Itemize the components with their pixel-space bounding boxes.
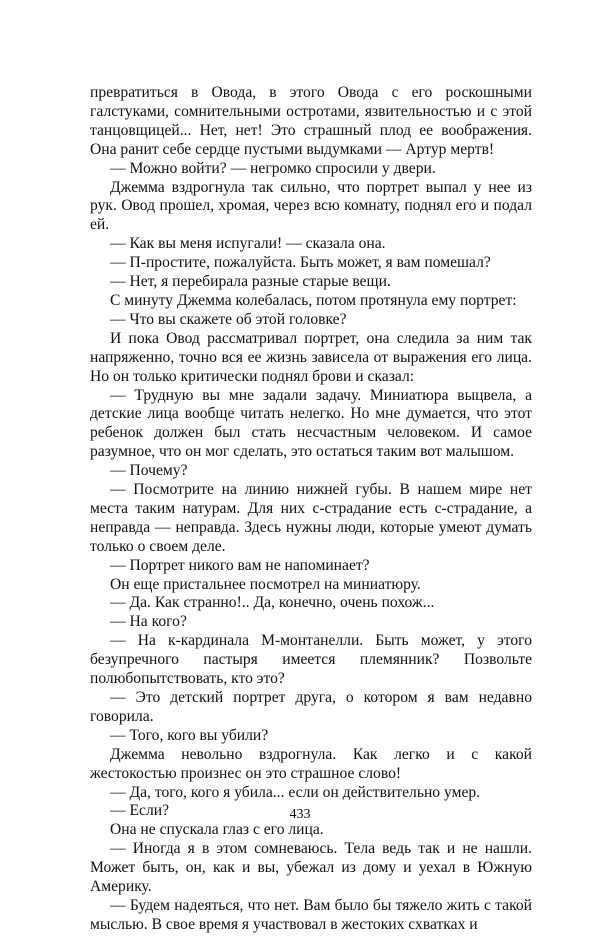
paragraph: — Иногда я в этом сомневаюсь. Тела ведь так и не нашли. Может быть, он, как и вы, убежал из дому и уехал в Южную Америку. bbox=[90, 840, 532, 896]
paragraph: — Портрет никого вам не напоминает? bbox=[110, 556, 370, 574]
paragraph: — Нет, я перебирала разные старые вещи. bbox=[110, 273, 391, 291]
paragraph: превратиться в Овода, в этого Овода с его роскошными галстуками, сомнительными остротами, язвительностью и с этой танцовщицей... Нет, нет! Это страшный плод ее воображения. Она ранит себе сердце пустыми выдумками — Артур мертв! bbox=[90, 84, 532, 158]
paragraph: — Того, кого вы убили? bbox=[110, 726, 269, 744]
paragraph: — На кого? bbox=[110, 613, 187, 631]
paragraph: — Будем надеяться, что нет. Вам было бы тяжело жить с такой мыслью. В свое время я участвовал в жестоких схватках и bbox=[90, 896, 532, 933]
paragraph: С минуту Джемма колебалась, потом протянула ему портрет: bbox=[110, 291, 517, 309]
paragraph: — Если? bbox=[110, 802, 169, 820]
paragraph: — Да, того, кого я убила... если он действительно умер. bbox=[110, 783, 481, 801]
paragraph: — Посмотрите на линию нижней губы. В нашем мире нет места таким натурам. Для них с-страдание есть с-страдание, а неправда — неправда. Здесь нужны люди, которые умеют думать только о своем деле. bbox=[90, 481, 532, 555]
paragraph: — Почему? bbox=[110, 462, 188, 480]
paragraph: — На к-кардинала М-монтанелли. Быть может, у этого безупречного пастыря имеется племянник? Позвольте полюбопытствовать, кто это? bbox=[90, 632, 532, 688]
paragraph: — Это детский портрет друга, о котором я вам недавно говорила. bbox=[90, 689, 532, 725]
paragraph: — Что вы скажете об этой головке? bbox=[110, 310, 347, 328]
paragraph: — Трудную вы мне задали задачу. Миниатюра выцвела, а детские лица вообще читать нелегко. Но мне думается, что этот ребенок должен был стать несчастным человеком. И самое разумное, что он мог сделать, это остаться таким вот малышом. bbox=[90, 386, 532, 461]
paragraph: — П-простите, пожалуйста. Быть может, я вам помешал? bbox=[110, 254, 491, 272]
paragraph: Она не спускала глаз с его лица. bbox=[110, 821, 324, 839]
paragraph: Он еще пристальнее посмотрел на миниатюру. bbox=[110, 575, 421, 593]
paragraph: Джемма вздрогнула так сильно, что портрет выпал у нее из рук. Овод прошел, хромая, через всю комнату, поднял его и подал ей. bbox=[90, 178, 532, 234]
paragraph: Джемма невольно вздрогнула. Как легко и с какой жестокостью произнес он это страшное слово! bbox=[90, 745, 532, 782]
paragraph: — Как вы меня испугали! — сказала она. bbox=[110, 235, 386, 253]
paragraph: — Да. Как странно!.. Да, конечно, очень похож... bbox=[110, 594, 435, 612]
paragraph: И пока Овод рассматривал портрет, она следила за ним так напряженно, точно вся ее жизнь зависела от выражения его лица. Но он только критически поднял брови и сказал: bbox=[90, 329, 532, 385]
page-number: 433 bbox=[289, 807, 311, 822]
paragraph: — Можно войти? — негромко спросили у двери. bbox=[110, 159, 436, 177]
